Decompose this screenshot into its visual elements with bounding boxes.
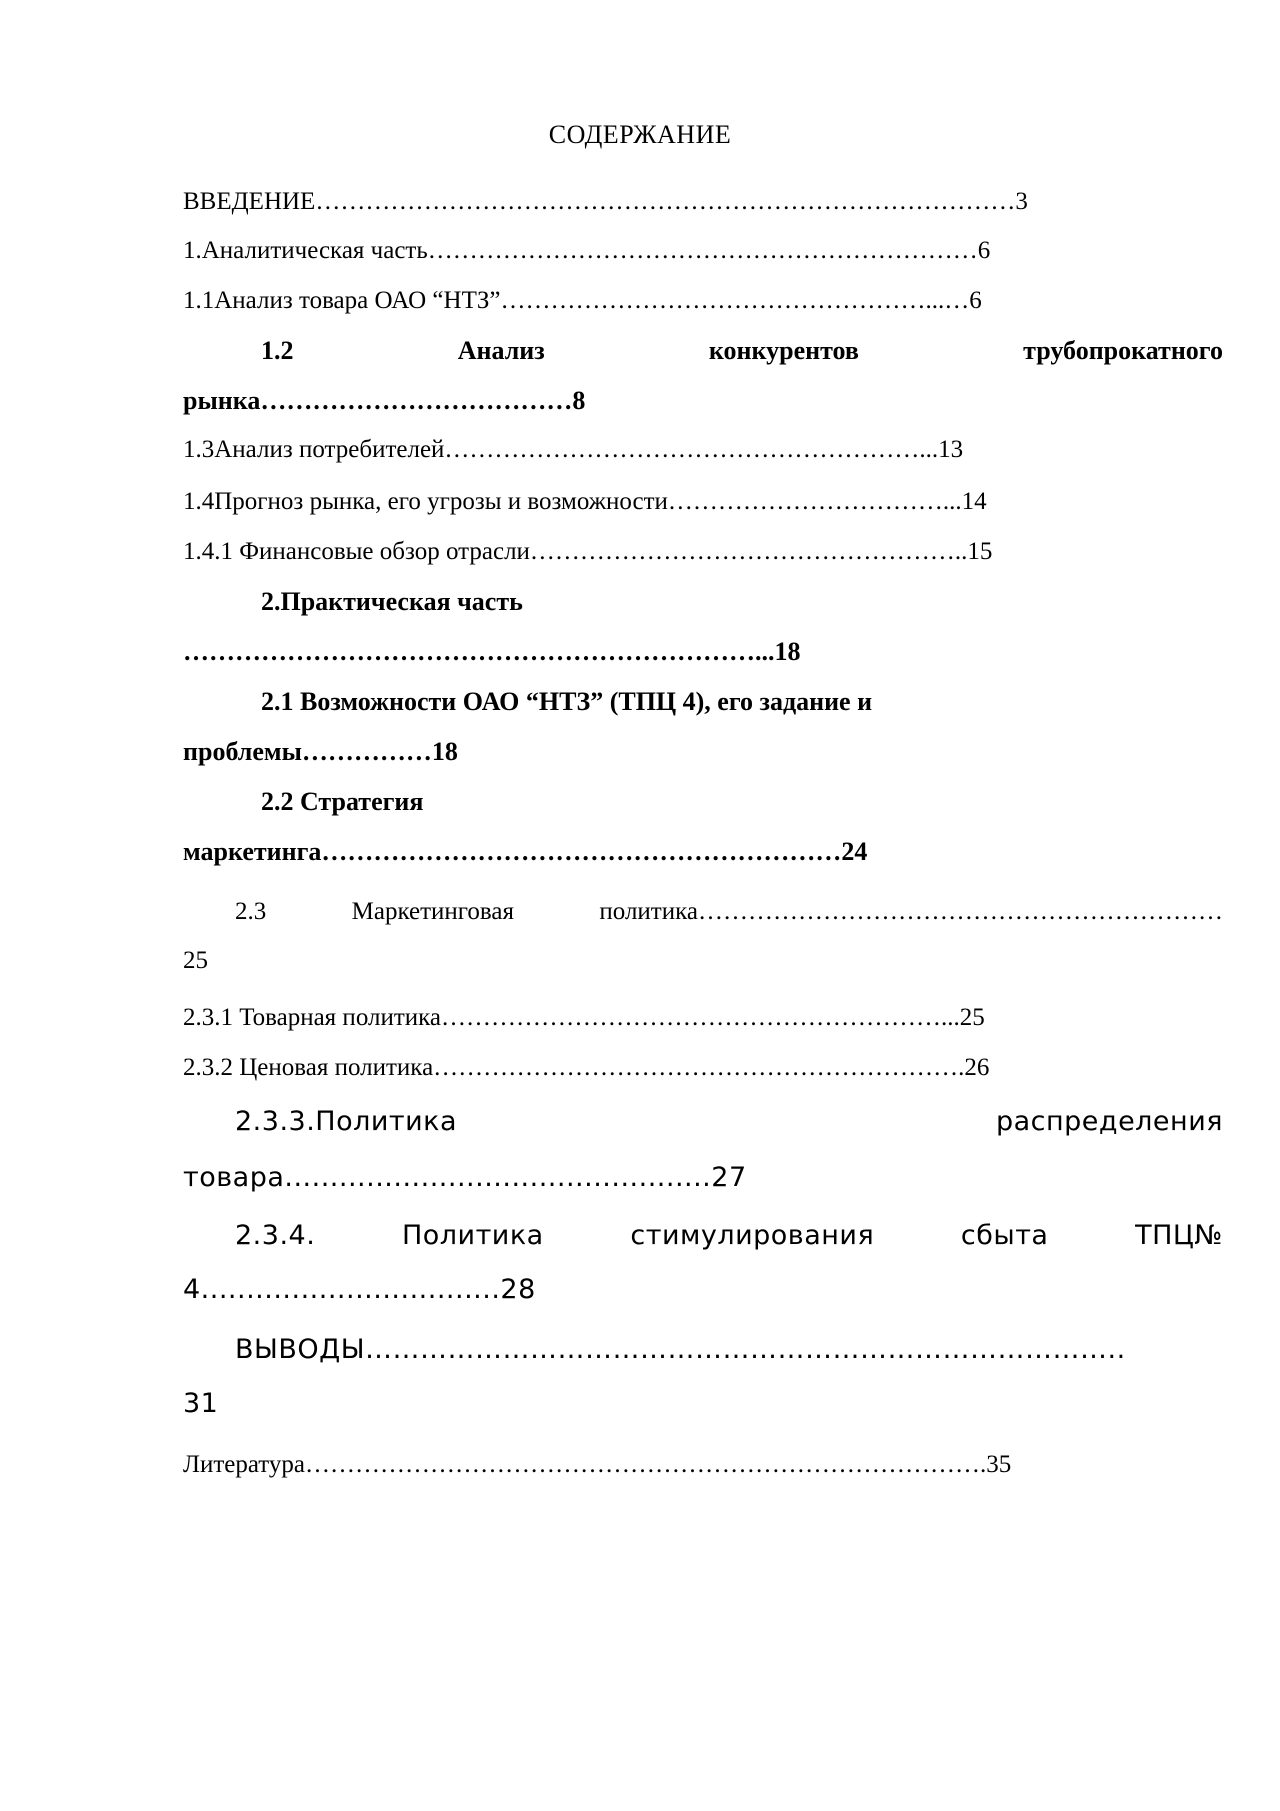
toc-entry-consumers-analysis: 1.3Анализ потребителей…………………………………………………...13 xyxy=(183,436,964,463)
toc-entry-word: трубопрокатного xyxy=(1023,336,1223,365)
toc-entry-word: 2.3 xyxy=(235,898,267,925)
toc-entry-word: политика……………………………………………………… xyxy=(599,898,1223,925)
toc-entry-financial-review: 1.4.1 Финансовые обзор отрасли……………………………………………..15 xyxy=(183,538,993,565)
toc-entry-competitors-analysis-cont: рынка………………………………8 xyxy=(183,386,586,415)
toc-entry-capabilities-cont: проблемы……………18 xyxy=(183,737,458,766)
toc-entry-word: сбыта xyxy=(960,1220,1049,1251)
toc-entry-market-forecast: 1.4Прогноз рынка, его угрозы и возможности……………………………...14 xyxy=(183,488,987,515)
toc-entry-word: Маркетинговая xyxy=(351,898,514,925)
toc-entry-product-policy: 2.3.1 Товарная политика……………………………………………………...25 xyxy=(183,1004,985,1031)
toc-entry-distribution-policy xyxy=(235,1106,1223,1138)
toc-entry-word: 1.2 xyxy=(261,336,294,365)
toc-entry-distribution-policy-cont: товара...............................................27 xyxy=(183,1162,747,1193)
toc-entry-word: стимулирования xyxy=(630,1220,875,1251)
toc-entry-conclusions: ВЫВОДЫ……………………………………………………………………….. xyxy=(235,1334,1126,1365)
toc-entry-word: 2.3.3.Политика xyxy=(235,1106,458,1137)
toc-entry-practical-part: 2.Практическая часть xyxy=(261,587,523,616)
toc-entry-marketing-strategy-cont: маркетинга……………………………………………………24 xyxy=(183,837,868,866)
toc-entry-product-analysis: 1.1Анализ товара ОАО “НТЗ”……………………………………………...…6 xyxy=(183,287,982,314)
toc-entry-word: 2.3.4. xyxy=(235,1220,316,1251)
toc-entry-sales-promotion xyxy=(235,1220,1223,1252)
toc-entry-practical-part-cont: …………………………………………………………...18 xyxy=(183,637,801,666)
toc-entry-word: Политика xyxy=(401,1220,544,1251)
toc-entry-capabilities: 2.1 Возможности ОАО “НТЗ” (ТПЦ 4), его задание и xyxy=(261,687,873,716)
toc-entry-marketing-policy-cont: 25 xyxy=(183,947,208,974)
toc-entry-sales-promotion-cont: 4.................................28 xyxy=(183,1274,536,1305)
toc-entry-marketing-policy xyxy=(235,896,1223,928)
page-title: СОДЕРЖАНИЕ xyxy=(548,120,732,149)
toc-entry-analytical-part: 1.Аналитическая часть…………………………………………………………6 xyxy=(183,237,991,264)
toc-entry-word: конкурентов xyxy=(708,336,859,365)
toc-entry-price-policy: 2.3.2 Ценовая политика……………………………………………………….26 xyxy=(183,1054,990,1081)
toc-entry-word: Анализ xyxy=(457,336,545,365)
toc-entry-word: ТПЦ№ xyxy=(1135,1220,1223,1251)
toc-entry-literature: Литература……………………………………………………………………….35 xyxy=(183,1451,1012,1478)
toc-entry-word: распределения xyxy=(995,1106,1223,1137)
toc-entry-competitors-analysis xyxy=(261,335,1223,367)
toc-entry-conclusions-cont: 31 xyxy=(183,1388,219,1419)
toc-entry-introduction: ВВЕДЕНИЕ…………………………………………………………………………3 xyxy=(183,188,1028,215)
toc-entry-marketing-strategy: 2.2 Стратегия xyxy=(261,787,424,816)
